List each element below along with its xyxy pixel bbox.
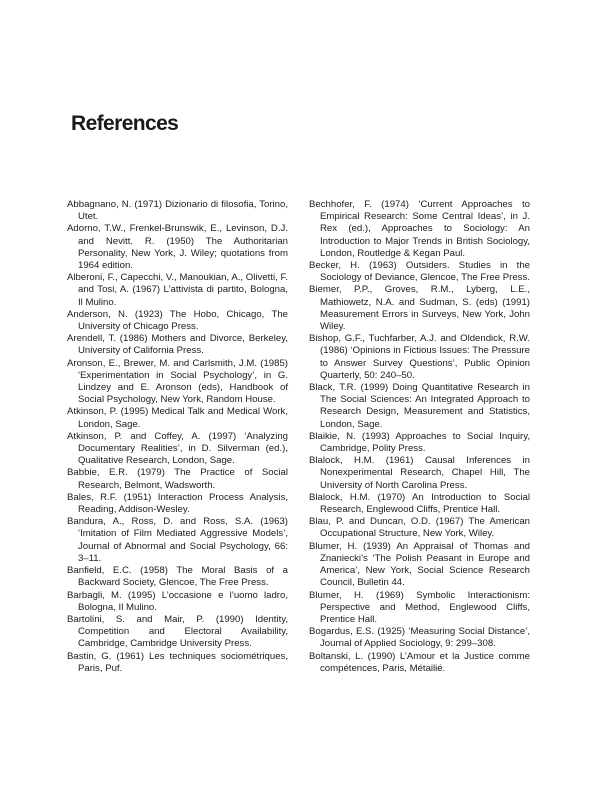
reference-entry: Blalock, H.M. (1970) An Introduction to Social Research, Englewood Cliffs, Prentice Hall. xyxy=(309,491,530,516)
reference-entry: Blumer, H. (1939) An Appraisal of Thomas and Znaniecki’s ‘The Polish Peasant in Europe and America’, New York, Social Science Research Council, Bulletin 44. xyxy=(309,540,530,589)
reference-entry: Arendell, T. (1986) Mothers and Divorce, Berkeley, University of California Press. xyxy=(67,333,288,357)
reference-entry: Bastin, G. (1961) Les techniques sociométriques, Paris, Puf. xyxy=(67,650,288,674)
reference-entry: Atkinson, P. (1995) Medical Talk and Medical Work, London, Sage. xyxy=(67,406,288,430)
reference-entry: Aronson, E., Brewer, M. and Carlsmith, J.M. (1985) ‘Experimentation in Social Psychology’, in G. Lindzey and E. Aronson (eds), Handbook of Social Psychology, New York, Random House. xyxy=(67,357,288,406)
reference-entry: Boltanski, L. (1990) L’Amour et la Justice comme compétences, Paris, Métailié. xyxy=(309,650,530,674)
reference-entry: Bartolini, S. and Mair, P. (1990) Identity, Competition and Electoral Availability, Cambridge, Cambridge University Press. xyxy=(67,613,288,650)
reference-entry: Alberoni, F., Capecchi, V., Manoukian, A., Olivetti, F. and Tosi, A. (1967) L’attivista di partito, Bologna, Il Mulino. xyxy=(67,272,288,308)
reference-entry: Becker, H. (1963) Outsiders. Studies in the Sociology of Deviance, Glencoe, The Free Press. xyxy=(309,260,530,284)
reference-entry: Black, T.R. (1999) Doing Quantitative Research in The Social Sciences: An Integrated Approach to Research Design, Measurement and Statistics, London, Sage. xyxy=(309,382,530,430)
reference-entry: Blaikie, N. (1993) Approaches to Social Inquiry, Cambridge, Polity Press. xyxy=(309,430,530,455)
reference-entry: Atkinson, P. and Coffey, A. (1997) ‘Analyzing Documentary Realities’, in D. Silverman (ed.), Qualitative Research, London, Sage. xyxy=(67,430,288,467)
references-left-column xyxy=(67,199,288,675)
page-heading: References xyxy=(71,112,179,135)
reference-entry: Abbagnano, N. (1971) Dizionario di filosofia, Torino, Utet. xyxy=(67,199,288,223)
reference-entry: Adorno, T.W., Frenkel-Brunswik, E., Levinson, D.J. and Nevitt. R. (1950) The Authoritarian Personality, New York, J. Wiley; quotations from 1964 edition. xyxy=(67,223,288,272)
reference-entry: Anderson, N. (1923) The Hobo, Chicago, The University of Chicago Press. xyxy=(67,308,288,333)
reference-entry: Babbie, E.R. (1979) The Practice of Social Research, Belmont, Wadsworth. xyxy=(67,467,288,491)
reference-entry: Bechhofer, F. (1974) ‘Current Approaches to Empirical Research: Some Central Ideas’, in J. Rex (ed.), Approaches to Sociology: An Introduction to Major Trends in British Sociology, London, Routledge & Kegan Paul. xyxy=(309,199,530,259)
reference-entry: Biemer, P.P., Groves, R.M., Lyberg, L.E., Mathiowetz, N.A. and Sudman, S. (eds) (1991) Measurement Errors in Surveys, New York, John Wiley. xyxy=(309,284,530,333)
reference-entry: Blalock, H.M. (1961) Causal Inferences in Nonexperimental Research, Chapel Hill, The University of North Carolina Press. xyxy=(309,455,530,491)
references-right-column xyxy=(309,199,530,675)
reference-entry: Barbagli, M. (1995) L’occasione e l’uomo ladro, Bologna, Il Mulino. xyxy=(67,589,288,613)
reference-entry: Bishop, G.F., Tuchfarber, A.J. and Oldendick, R.W. (1986) ‘Opinions in Fictious Issues: The Pressure to Answer Survey Questions’, Public Opinion Quarterly, 50: 240–50. xyxy=(309,333,530,381)
reference-entry: Bandura, A., Ross, D. and Ross, S.A. (1963) ‘Imitation of Film Mediated Aggressive Models’, Journal of Abnormal and Social Psychology, 66: 3–11. xyxy=(67,516,288,564)
reference-entry: Blumer, H. (1969) Symbolic Interactionism: Perspective and Method, Englewood Cliffs, Prentice Hall. xyxy=(309,589,530,625)
reference-entry: Bogardus, E.S. (1925) ‘Measuring Social Distance’, Journal of Applied Sociology, 9: 299–308. xyxy=(309,626,530,650)
reference-entry: Blau, P. and Duncan, O.D. (1967) The American Occupational Structure, New York, Wiley. xyxy=(309,516,530,540)
reference-entry: Banfield, E.C. (1958) The Moral Basis of a Backward Society, Glencoe, The Free Press. xyxy=(67,565,288,589)
reference-entry: Bales, R.F. (1951) Interaction Process Analysis, Reading, Addison-Wesley. xyxy=(67,491,288,516)
